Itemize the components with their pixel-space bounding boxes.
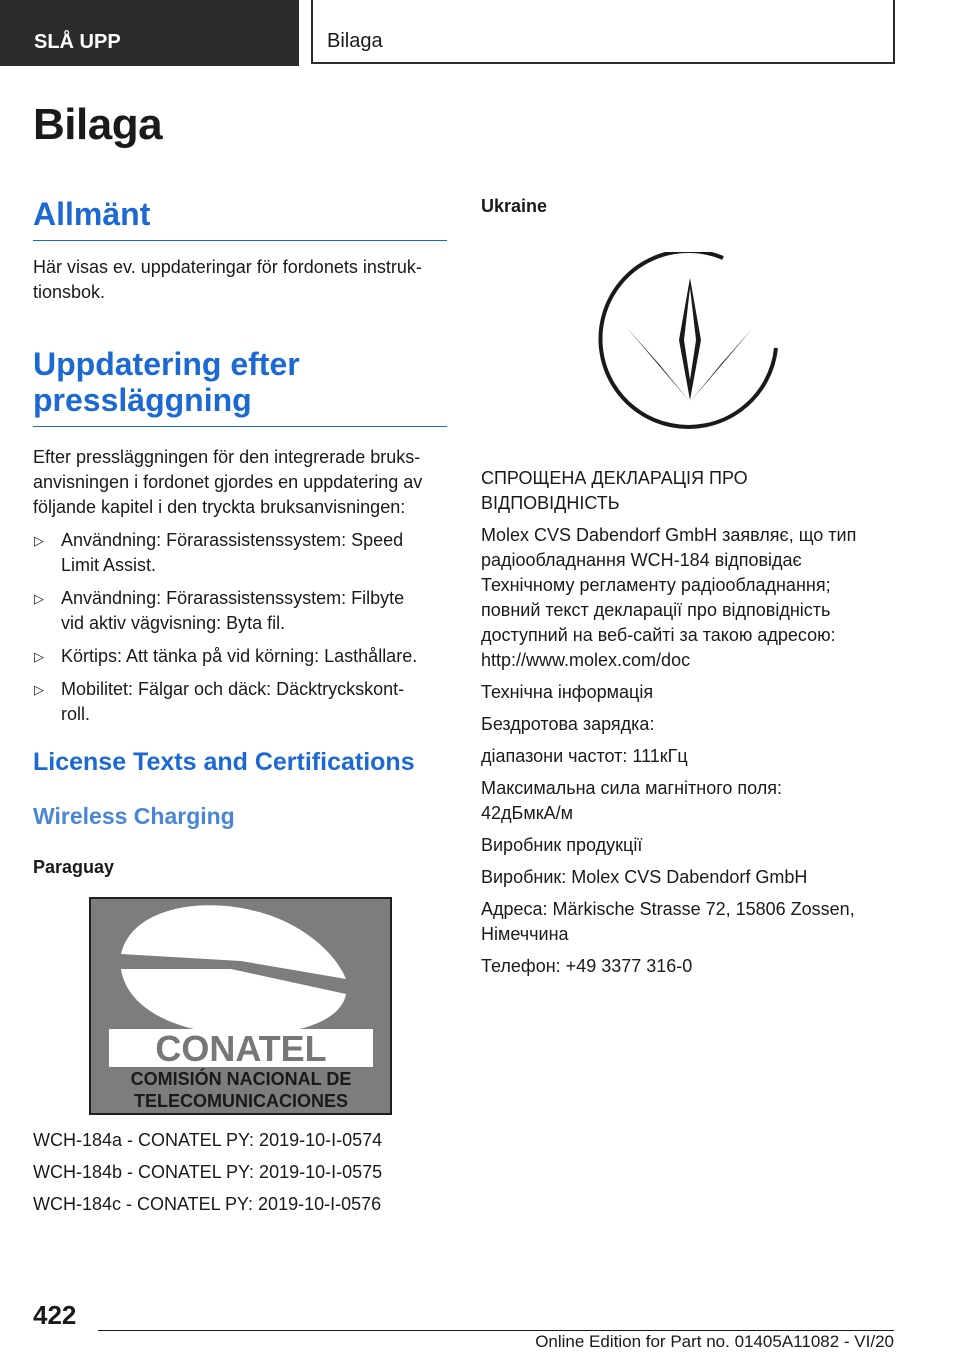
wireless-charging-label: Бездротова зарядка: <box>481 714 655 734</box>
allmant-text-line: tionsbok. <box>33 282 106 302</box>
update-text <box>33 445 453 520</box>
heading-update-after-print <box>33 346 447 427</box>
list-item <box>33 644 447 669</box>
conatel-wordmark: CONATEL <box>155 1028 327 1069</box>
text-line: Німеччина <box>481 924 569 944</box>
triangle-bullet-icon: ▷ <box>34 591 44 606</box>
list-item-text: vid aktiv vägvisning: Byta fil. <box>61 613 286 633</box>
manufacturer-heading: Виробник продукції <box>481 835 643 855</box>
heading-paraguay: Paraguay <box>33 857 115 877</box>
heading-line: Uppdatering efter <box>33 346 300 382</box>
text-line: Molex CVS Dabendorf GmbH заявляє, що тип <box>481 525 857 545</box>
footer-divider <box>98 1330 894 1331</box>
heading-allmant: Allmänt <box>33 196 447 241</box>
update-text-line: följande kapitel i den tryckta bruksanvisningen: <box>33 497 406 517</box>
list-item-text: Användning: Förarassistenssystem: Filbyte <box>61 588 405 608</box>
certificate-line: WCH-184c - CONATEL PY: 2019-10-I-0576 <box>33 1194 382 1214</box>
list-item-text: Limit Assist. <box>61 555 157 575</box>
heading-line: pressläggning <box>33 382 252 418</box>
text-line: доступний на веб-сайті за такою адресою: <box>481 625 836 645</box>
ukraine-declaration <box>481 466 901 979</box>
conatel-logo <box>89 897 392 1115</box>
list-item <box>33 586 447 636</box>
heading-wireless-charging: Wireless Charging <box>33 803 235 829</box>
allmant-text-line: Här visas ev. uppdateringar för fordonets instruk- <box>33 257 422 277</box>
heading-license-texts: License Texts and Certifications <box>33 748 415 776</box>
text-line: Максимальна сила магнітного поля: <box>481 778 783 798</box>
frequency-range: діапазони частот: 111кГц <box>481 746 688 766</box>
manufacturer-address <box>481 897 901 947</box>
update-text-line: Efter pressläggningen för den integrerade bruks- <box>33 447 421 467</box>
paraguay-certificates <box>33 1128 453 1217</box>
list-item-text: Användning: Förarassistenssystem: Speed <box>61 530 404 550</box>
update-chapter-list <box>33 528 447 727</box>
list-item <box>33 677 447 727</box>
conatel-subtitle: COMISIÓN NACIONAL DE <box>130 1069 352 1089</box>
section-tab-sla-upp[interactable]: SLÅ UPP <box>0 0 299 66</box>
text-line: 42дБмкА/м <box>481 803 573 823</box>
text-line: повний текст декларації про відповідність <box>481 600 831 620</box>
certificate-line: WCH-184a - CONATEL PY: 2019-10-I-0574 <box>33 1130 383 1150</box>
page-number: 422 <box>33 1300 77 1330</box>
update-text-line: anvisningen i fordonet gjordes en uppdatering av <box>33 472 423 492</box>
text-line: Технічному регламенту радіообладнання; <box>481 575 831 595</box>
text-line: СПРОЩЕНА ДЕКЛАРАЦІЯ ПРО <box>481 468 748 488</box>
allmant-text <box>33 255 447 305</box>
declaration-title <box>481 466 901 516</box>
manufacturer-phone: Телефон: +49 3377 316-0 <box>481 956 693 976</box>
triangle-bullet-icon: ▷ <box>34 533 44 548</box>
page-title: Bilaga <box>33 100 163 149</box>
declaration-text <box>481 523 901 673</box>
text-line: ВІДПОВІДНІСТЬ <box>481 493 620 513</box>
list-item-text: roll. <box>61 704 91 724</box>
manufacturer-name: Виробник: Molex CVS Dabendorf GmbH <box>481 867 808 887</box>
certificate-line: WCH-184b - CONATEL PY: 2019-10-I-0575 <box>33 1162 383 1182</box>
tech-info-heading: Технічна інформація <box>481 682 654 702</box>
text-line: радіообладнання WCH-184 відповідає <box>481 550 802 570</box>
conatel-emblem-icon <box>91 899 390 1113</box>
triangle-bullet-icon: ▷ <box>34 682 44 697</box>
chapter-tab-bilaga[interactable]: Bilaga <box>311 0 895 64</box>
ukrsepro-certification-mark-icon <box>597 252 783 438</box>
triangle-bullet-icon: ▷ <box>34 649 44 664</box>
magnetic-field-strength <box>481 776 901 826</box>
heading-ukraine: Ukraine <box>481 196 548 216</box>
declaration-url: http://www.molex.com/doc <box>481 650 691 670</box>
list-item-text: Mobilitet: Fälgar och däck: Däcktryckskont- <box>61 679 405 699</box>
top-navigation-bar <box>0 0 960 66</box>
list-item-text: Körtips: Att tänka på vid körning: Lasthållare. <box>61 646 418 666</box>
list-item <box>33 528 447 578</box>
edition-note: Online Edition for Part no. 01405A11082 - VI/20 <box>535 1332 894 1351</box>
conatel-subtitle: TELECOMUNICACIONES <box>133 1091 349 1111</box>
text-line: Адреса: Märkische Strasse 72, 15806 Zossen, <box>481 899 855 919</box>
